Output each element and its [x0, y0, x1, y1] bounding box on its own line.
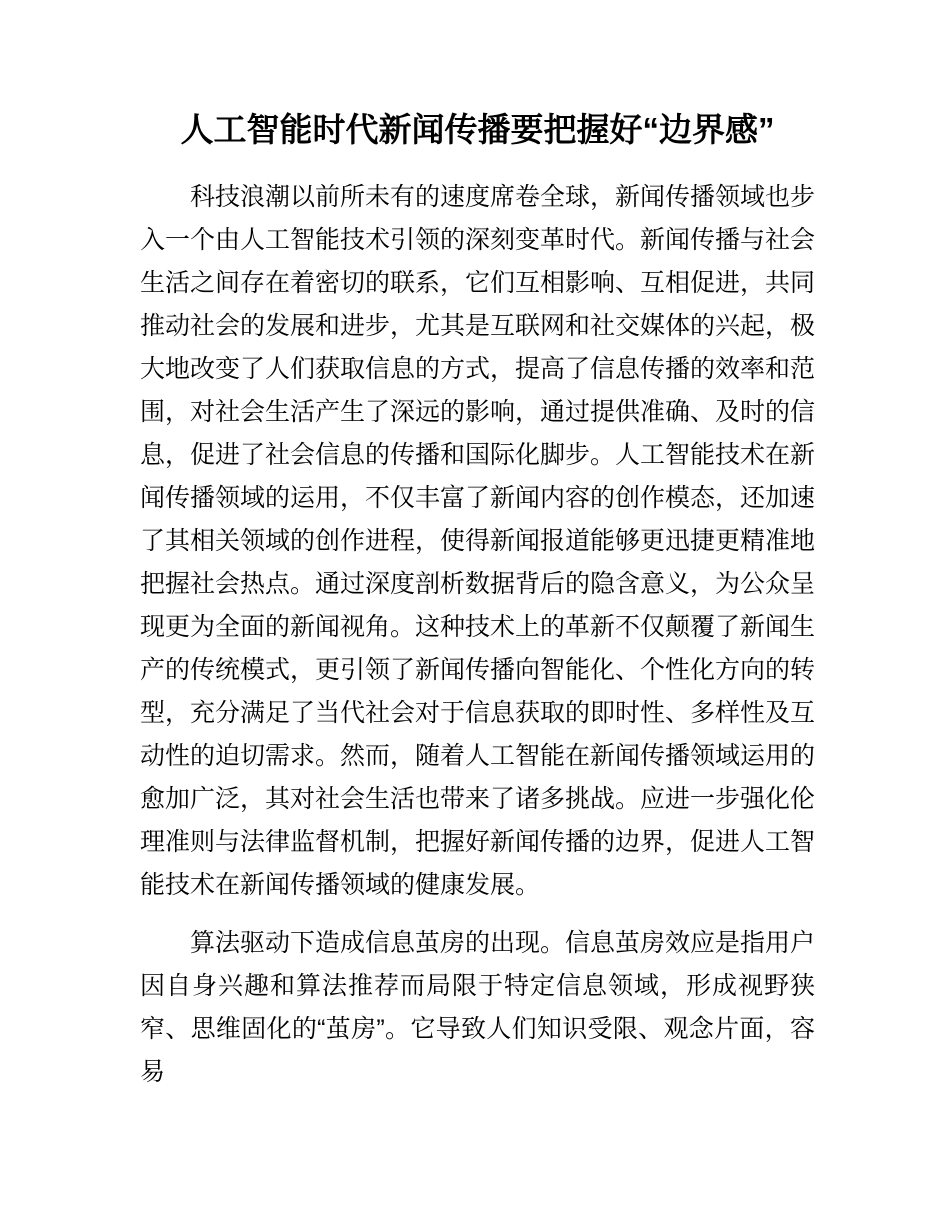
- document-body: [140, 176, 815, 1094]
- document-title: 人工智能时代新闻传播要把握好“边界感”: [180, 111, 775, 148]
- paragraph-2: 算法驱动下造成信息茧房的出现。信息茧房效应是指用户因自身兴趣和算法推荐而局限于特定信息领域，形成视野狭窄、思维固化的“茧房”。它导致人们知识受限、观念片面，容易: [140, 929, 816, 1086]
- paragraph-1: 科技浪潮以前所未有的速度席卷全球，新闻传播领域也步入一个由人工智能技术引领的深刻变革时代。新闻传播与社会生活之间存在着密切的联系，它们互相影响、互相促进，共同推动社会的发展和进步，尤其是互联网和社交媒体的兴起，极大地改变了人们获取信息的方式，提高了信息传播的效率和范围，对社会生活产生了深远的影响，通过提供准确、及时的信息，促进了社会信息的传播和国际化脚步。人工智能技术在新闻传播领域的运用，不仅丰富了新闻内容的创作模态，还加速了其相关领域的创作进程，使得新闻报道能够更迅捷更精准地把握社会热点。通过深度剖析数据背后的隐含意义，为公众呈现更为全面的新闻视角。这种技术上的革新不仅颠覆了新闻生产的传统模式，更引领了新闻传播向智能化、个性化方向的转型，充分满足了当代社会对于信息获取的即时性、多样性及互动性的迫切需求。然而，随着人工智能在新闻传播领域运用的愈加广泛，其对社会生活也带来了诸多挑战。应进一步强化伦理准则与法律监督机制，把握好新闻传播的边界，促进人工智能技术在新闻传播领域的健康发展。: [140, 183, 816, 899]
